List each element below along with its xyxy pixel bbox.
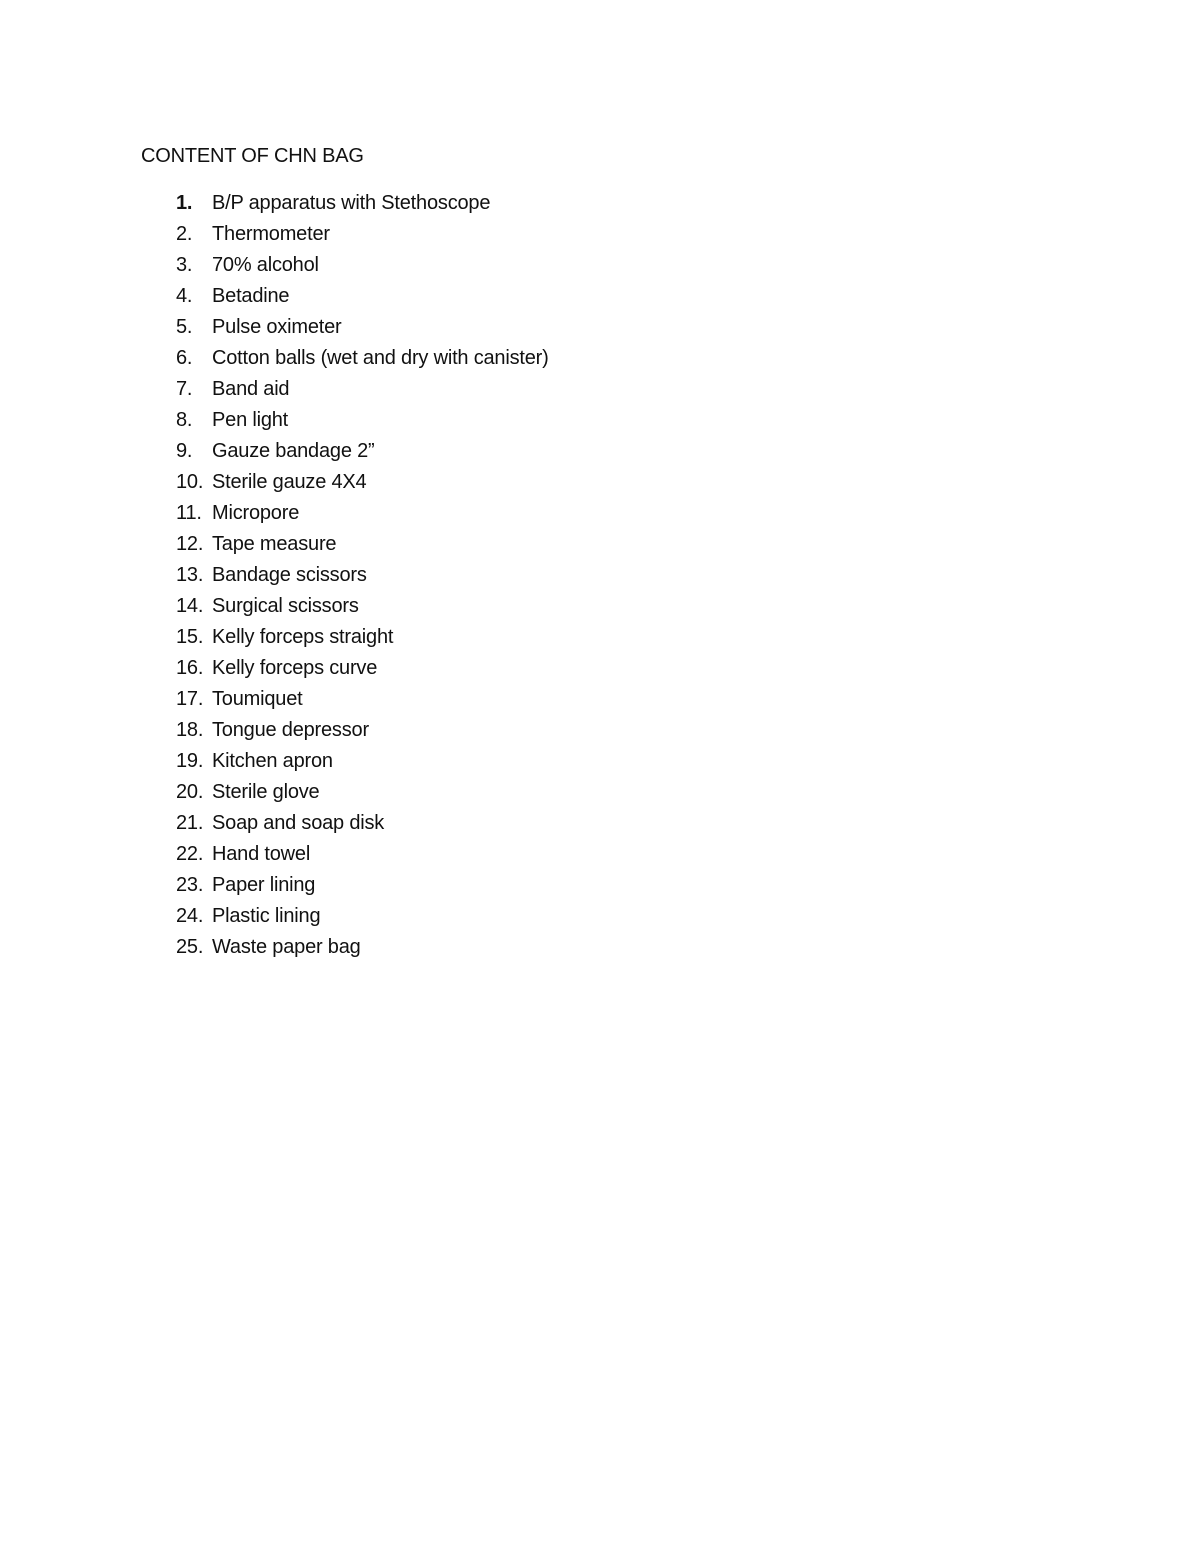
list-item-number: 1. xyxy=(176,192,193,214)
list-item xyxy=(176,810,549,841)
list-item-text: Surgical scissors xyxy=(212,595,359,617)
list-item-text: Soap and soap disk xyxy=(212,812,385,834)
list-item-text: Plastic lining xyxy=(212,905,321,927)
list-item xyxy=(176,345,549,376)
list-item xyxy=(176,562,549,593)
list-item-text: Pulse oximeter xyxy=(212,316,342,338)
list-item-text: Sterile gauze 4X4 xyxy=(212,471,367,493)
list-item-number: 8. xyxy=(176,409,193,431)
list-item xyxy=(176,779,549,810)
list-item-text: Kelly forceps curve xyxy=(212,657,378,679)
list-item-number: 4. xyxy=(176,285,193,307)
list-item xyxy=(176,748,549,779)
list-item xyxy=(176,903,549,934)
list-item-text: Kitchen apron xyxy=(212,750,333,772)
list-item-text: B/P apparatus with Stethoscope xyxy=(212,192,491,214)
list-item-number: 7. xyxy=(176,378,193,400)
list-item-text: Thermometer xyxy=(212,223,330,245)
list-item xyxy=(176,655,549,686)
list-item xyxy=(176,221,549,252)
list-item xyxy=(176,252,549,283)
list-item-text: Kelly forceps straight xyxy=(212,626,394,648)
list-item-number: 9. xyxy=(176,440,193,462)
list-item-text: Pen light xyxy=(212,409,289,431)
list-item-number: 11. xyxy=(176,502,202,524)
list-item xyxy=(176,314,549,345)
list-item xyxy=(176,934,549,965)
list-item xyxy=(176,593,549,624)
list-item xyxy=(176,872,549,903)
list-item-text: Micropore xyxy=(212,502,300,524)
list-item-text: Paper lining xyxy=(212,874,316,896)
list-item-text: Tape measure xyxy=(212,533,337,555)
list-item-number: 25. xyxy=(176,936,204,958)
list-item-text: Waste paper bag xyxy=(212,936,361,958)
list-item xyxy=(176,469,549,500)
list-item-number: 23. xyxy=(176,874,204,896)
item-list xyxy=(176,190,549,965)
list-item-number: 20. xyxy=(176,781,204,803)
list-item-number: 18. xyxy=(176,719,204,741)
list-item-text: 70% alcohol xyxy=(212,254,319,276)
list-item-number: 14. xyxy=(176,595,204,617)
list-item-number: 22. xyxy=(176,843,204,865)
list-item xyxy=(176,686,549,717)
list-item-text: Toumiquet xyxy=(212,688,303,710)
list-item xyxy=(176,438,549,469)
list-item xyxy=(176,376,549,407)
list-item-text: Tongue depressor xyxy=(212,719,369,741)
list-item-number: 12. xyxy=(176,533,204,555)
list-item-number: 24. xyxy=(176,905,204,927)
list-item-text: Bandage scissors xyxy=(212,564,367,586)
list-item xyxy=(176,500,549,531)
list-item xyxy=(176,841,549,872)
list-item-number: 3. xyxy=(176,254,193,276)
list-item xyxy=(176,190,549,221)
list-item xyxy=(176,283,549,314)
list-item-number: 13. xyxy=(176,564,204,586)
list-item-number: 17. xyxy=(176,688,204,710)
list-item-number: 16. xyxy=(176,657,204,679)
list-item-text: Gauze bandage 2” xyxy=(212,440,375,462)
list-item-number: 21. xyxy=(176,812,204,834)
page-title: CONTENT OF CHN BAG xyxy=(141,145,364,167)
list-item-number: 15. xyxy=(176,626,204,648)
list-item xyxy=(176,407,549,438)
list-item-number: 19. xyxy=(176,750,204,772)
list-item-text: Betadine xyxy=(212,285,290,307)
list-item-text: Sterile glove xyxy=(212,781,320,803)
list-item xyxy=(176,531,549,562)
list-item xyxy=(176,624,549,655)
list-item xyxy=(176,717,549,748)
list-item-text: Band aid xyxy=(212,378,290,400)
list-item-text: Hand towel xyxy=(212,843,311,865)
list-item-number: 10. xyxy=(176,471,204,493)
list-item-number: 5. xyxy=(176,316,193,338)
list-item-text: Cotton balls (wet and dry with canister) xyxy=(212,347,549,369)
list-item-number: 2. xyxy=(176,223,193,245)
list-item-number: 6. xyxy=(176,347,193,369)
